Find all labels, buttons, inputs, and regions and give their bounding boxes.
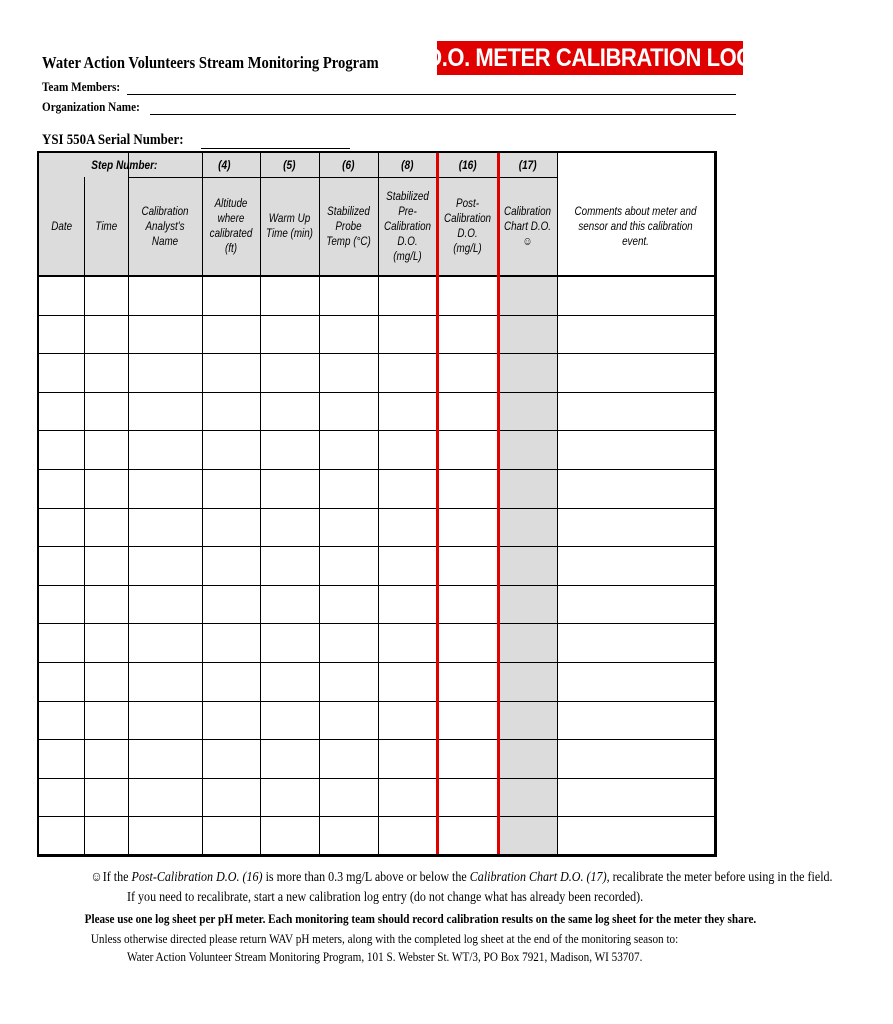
entry-cell-precal[interactable] bbox=[378, 469, 437, 508]
log-title-banner bbox=[426, 41, 754, 75]
entry-cell-analyst[interactable] bbox=[128, 315, 202, 354]
entry-cell-warmup[interactable] bbox=[260, 662, 319, 701]
entry-cell-time[interactable] bbox=[84, 585, 128, 624]
entry-cell-time[interactable] bbox=[84, 276, 128, 315]
entry-cell-comments[interactable] bbox=[557, 276, 714, 315]
team-members-line[interactable] bbox=[127, 84, 736, 95]
entry-cell-altitude[interactable] bbox=[202, 430, 260, 469]
entry-cell-altitude[interactable] bbox=[202, 739, 260, 778]
step-number: (16) bbox=[458, 158, 477, 172]
entry-cell-precal[interactable] bbox=[378, 546, 437, 585]
entry-cell-postcal[interactable] bbox=[437, 778, 498, 817]
column-header-date: Date bbox=[51, 218, 72, 233]
entry-cell-warmup[interactable] bbox=[260, 392, 319, 431]
entry-cell-date[interactable] bbox=[39, 662, 84, 701]
footnote-new-entry-text: If you need to recalibrate, start a new calibration log entry (do not change what has already been recorded). bbox=[126, 890, 644, 905]
step-row-divider bbox=[128, 177, 557, 178]
entry-cell-altitude[interactable] bbox=[202, 469, 260, 508]
entry-cell-warmup[interactable] bbox=[260, 508, 319, 547]
entry-cell-precal[interactable] bbox=[378, 662, 437, 701]
entry-cell-comments[interactable] bbox=[557, 739, 714, 778]
entry-cell-comments[interactable] bbox=[557, 662, 714, 701]
entry-cell-time[interactable] bbox=[84, 816, 128, 855]
entry-cell-date[interactable] bbox=[39, 546, 84, 585]
entry-cell-date[interactable] bbox=[39, 315, 84, 354]
entry-cell-comments[interactable] bbox=[557, 546, 714, 585]
entry-cell-analyst[interactable] bbox=[128, 546, 202, 585]
column-header-altitude: Altitude where calibrated (ft) bbox=[209, 196, 253, 255]
entry-cell-warmup[interactable] bbox=[260, 430, 319, 469]
entry-cell-postcal[interactable] bbox=[437, 816, 498, 855]
entry-cell-analyst[interactable] bbox=[128, 778, 202, 817]
entry-cell-time[interactable] bbox=[84, 662, 128, 701]
entry-cell-chart[interactable] bbox=[498, 546, 557, 585]
entry-cell-precal[interactable] bbox=[378, 353, 437, 392]
entry-cell-precal[interactable] bbox=[378, 778, 437, 817]
entry-cell-chart[interactable] bbox=[498, 816, 557, 855]
entry-cell-chart[interactable] bbox=[498, 469, 557, 508]
footnote-address-text: Water Action Volunteer Stream Monitoring Program, 101 S. Webster St. WT/3, PO Box 7921, Madison, WI 53707. bbox=[127, 949, 643, 964]
entry-cell-chart[interactable] bbox=[498, 701, 557, 740]
entry-cell-precal[interactable] bbox=[378, 816, 437, 855]
entry-cell-precal[interactable] bbox=[378, 623, 437, 662]
entry-cell-comments[interactable] bbox=[557, 430, 714, 469]
step-number: (8) bbox=[401, 158, 414, 172]
column-header-comments: Comments about meter and sensor and this calibration event. bbox=[574, 203, 697, 248]
entry-cell-date[interactable] bbox=[39, 778, 84, 817]
footnote-return bbox=[30, 931, 740, 947]
entry-cell-temp[interactable] bbox=[319, 508, 378, 547]
step-number: (4) bbox=[218, 158, 231, 172]
entry-cell-temp[interactable] bbox=[319, 469, 378, 508]
entry-cell-time[interactable] bbox=[84, 315, 128, 354]
step-number: (17) bbox=[518, 158, 537, 172]
entry-cell-precal[interactable] bbox=[378, 392, 437, 431]
entry-cell-precal[interactable] bbox=[378, 430, 437, 469]
entry-cell-comments[interactable] bbox=[557, 392, 714, 431]
entry-cell-chart[interactable] bbox=[498, 662, 557, 701]
entry-cell-chart[interactable] bbox=[498, 315, 557, 354]
serial-number-label: YSI 550A Serial Number: bbox=[42, 132, 184, 148]
entry-cell-time[interactable] bbox=[84, 778, 128, 817]
entry-cell-time[interactable] bbox=[84, 469, 128, 508]
column-header-analyst: Calibration Analyst's Name bbox=[141, 203, 189, 248]
log-title-text: D.O. METER CALIBRATION LOG bbox=[426, 43, 754, 72]
entry-cell-temp[interactable] bbox=[319, 430, 378, 469]
entry-cell-warmup[interactable] bbox=[260, 469, 319, 508]
entry-cell-chart[interactable] bbox=[498, 739, 557, 778]
organization-name-field[interactable] bbox=[42, 99, 736, 115]
entry-cell-analyst[interactable] bbox=[128, 739, 202, 778]
entry-cell-altitude[interactable] bbox=[202, 508, 260, 547]
entry-cell-warmup[interactable] bbox=[260, 701, 319, 740]
entry-cell-postcal[interactable] bbox=[437, 508, 498, 547]
column-header-chart: Calibration Chart D.O. ☺ bbox=[503, 203, 552, 248]
entry-cell-analyst[interactable] bbox=[128, 701, 202, 740]
entry-cell-postcal[interactable] bbox=[437, 739, 498, 778]
entry-cell-time[interactable] bbox=[84, 623, 128, 662]
footnote-one-sheet-text: Please use one log sheet per pH meter. Each monitoring team should record calibration results on the same log sheet for the meter they share. bbox=[84, 911, 757, 926]
entry-cell-chart[interactable] bbox=[498, 276, 557, 315]
footnote-new-entry bbox=[30, 890, 740, 906]
entry-cell-temp[interactable] bbox=[319, 778, 378, 817]
entry-cell-postcal[interactable] bbox=[437, 430, 498, 469]
column-header-precal: Stabilized Pre-Calibration D.O. (mg/L) bbox=[383, 188, 432, 263]
serial-number-field[interactable] bbox=[42, 132, 350, 149]
organization-name-line[interactable] bbox=[150, 104, 736, 115]
entry-cell-precal[interactable] bbox=[378, 508, 437, 547]
entry-cell-chart[interactable] bbox=[498, 778, 557, 817]
entry-cell-altitude[interactable] bbox=[202, 315, 260, 354]
step-number: (6) bbox=[342, 158, 355, 172]
entry-cell-precal[interactable] bbox=[378, 739, 437, 778]
entry-cell-comments[interactable] bbox=[557, 623, 714, 662]
program-title: Water Action Volunteers Stream Monitoring Program bbox=[42, 53, 379, 72]
entry-cell-date[interactable] bbox=[39, 276, 84, 315]
entry-cell-postcal[interactable] bbox=[437, 315, 498, 354]
entry-cell-postcal[interactable] bbox=[437, 392, 498, 431]
entry-cell-chart[interactable] bbox=[498, 585, 557, 624]
entry-cell-temp[interactable] bbox=[319, 546, 378, 585]
entry-cell-postcal[interactable] bbox=[437, 662, 498, 701]
calibration-log-table bbox=[37, 151, 717, 857]
entry-cell-comments[interactable] bbox=[557, 469, 714, 508]
footnote-return-text: Unless otherwise directed please return WAV pH meters, along with the completed log sheet at the end of the monitoring season to: bbox=[91, 931, 679, 946]
footnote-recalibrate bbox=[30, 870, 833, 886]
entry-cell-date[interactable] bbox=[39, 353, 84, 392]
entry-cell-date[interactable] bbox=[39, 585, 84, 624]
entry-cell-comments[interactable] bbox=[557, 701, 714, 740]
entry-cell-temp[interactable] bbox=[319, 816, 378, 855]
entry-cell-analyst[interactable] bbox=[128, 353, 202, 392]
entry-cell-time[interactable] bbox=[84, 430, 128, 469]
serial-number-line[interactable] bbox=[201, 136, 350, 149]
footnote-end-text: , recalibrate the meter before using in the field. bbox=[606, 870, 833, 885]
entry-cell-date[interactable] bbox=[39, 701, 84, 740]
entry-cell-date[interactable] bbox=[39, 508, 84, 547]
entry-cell-temp[interactable] bbox=[319, 701, 378, 740]
entry-cell-temp[interactable] bbox=[319, 392, 378, 431]
entry-cell-chart[interactable] bbox=[498, 508, 557, 547]
entry-cell-warmup[interactable] bbox=[260, 585, 319, 624]
entry-cell-temp[interactable] bbox=[319, 585, 378, 624]
step-number-label: Step Number: bbox=[90, 158, 158, 172]
footnote-one-sheet bbox=[30, 911, 757, 927]
entry-cell-postcal[interactable] bbox=[437, 585, 498, 624]
footnote-address bbox=[30, 949, 740, 965]
entry-cell-postcal[interactable] bbox=[437, 353, 498, 392]
entry-cell-analyst[interactable] bbox=[128, 623, 202, 662]
entry-cell-warmup[interactable] bbox=[260, 739, 319, 778]
entry-cell-analyst[interactable] bbox=[128, 508, 202, 547]
entry-cell-altitude[interactable] bbox=[202, 353, 260, 392]
entry-cell-comments[interactable] bbox=[557, 778, 714, 817]
entry-cell-precal[interactable] bbox=[378, 315, 437, 354]
entry-cell-time[interactable] bbox=[84, 353, 128, 392]
entry-cell-altitude[interactable] bbox=[202, 662, 260, 701]
entry-cell-date[interactable] bbox=[39, 430, 84, 469]
entry-cell-chart[interactable] bbox=[498, 392, 557, 431]
entry-cell-analyst[interactable] bbox=[128, 392, 202, 431]
entry-cell-analyst[interactable] bbox=[128, 816, 202, 855]
entry-cell-altitude[interactable] bbox=[202, 701, 260, 740]
organization-name-label: Organization Name: bbox=[42, 99, 140, 114]
footnote-middle-text: is more than 0.3 mg/L above or below the bbox=[262, 870, 470, 885]
entry-cell-analyst[interactable] bbox=[128, 430, 202, 469]
column-header-postcal: Post-Calibration D.O. (mg/L) bbox=[443, 196, 492, 255]
column-header-warmup: Warm Up Time (min) bbox=[266, 211, 313, 240]
entry-cell-comments[interactable] bbox=[557, 816, 714, 855]
entry-cell-comments[interactable] bbox=[557, 508, 714, 547]
entry-cell-altitude[interactable] bbox=[202, 276, 260, 315]
entry-cell-date[interactable] bbox=[39, 816, 84, 855]
entry-cell-comments[interactable] bbox=[557, 585, 714, 624]
entry-cell-comments[interactable] bbox=[557, 353, 714, 392]
entry-cell-warmup[interactable] bbox=[260, 546, 319, 585]
entry-cell-postcal[interactable] bbox=[437, 469, 498, 508]
entry-cell-altitude[interactable] bbox=[202, 623, 260, 662]
entry-cell-date[interactable] bbox=[39, 469, 84, 508]
entry-cell-date[interactable] bbox=[39, 392, 84, 431]
entry-cell-time[interactable] bbox=[84, 546, 128, 585]
entry-cell-comments[interactable] bbox=[557, 315, 714, 354]
entry-cell-temp[interactable] bbox=[319, 739, 378, 778]
entry-cell-postcal[interactable] bbox=[437, 276, 498, 315]
entry-cell-chart[interactable] bbox=[498, 353, 557, 392]
entry-cell-altitude[interactable] bbox=[202, 778, 260, 817]
entry-cell-altitude[interactable] bbox=[202, 816, 260, 855]
entry-cell-date[interactable] bbox=[39, 623, 84, 662]
entry-cell-date[interactable] bbox=[39, 739, 84, 778]
entry-cell-temp[interactable] bbox=[319, 623, 378, 662]
team-members-label: Team Members: bbox=[42, 79, 121, 94]
entry-cell-time[interactable] bbox=[84, 508, 128, 547]
entry-cell-analyst[interactable] bbox=[128, 276, 202, 315]
entry-cell-chart[interactable] bbox=[498, 623, 557, 662]
entry-cell-temp[interactable] bbox=[319, 276, 378, 315]
column-header-temp: Stabilized Probe Temp (°C) bbox=[326, 203, 371, 248]
entry-cell-precal[interactable] bbox=[378, 276, 437, 315]
entry-cell-time[interactable] bbox=[84, 739, 128, 778]
entry-cell-altitude[interactable] bbox=[202, 392, 260, 431]
entry-cell-altitude[interactable] bbox=[202, 546, 260, 585]
entry-cell-altitude[interactable] bbox=[202, 585, 260, 624]
entry-cell-analyst[interactable] bbox=[128, 585, 202, 624]
step-number: (5) bbox=[283, 158, 296, 172]
entry-cell-precal[interactable] bbox=[378, 585, 437, 624]
entry-cell-warmup[interactable] bbox=[260, 276, 319, 315]
entry-cell-analyst[interactable] bbox=[128, 662, 202, 701]
entry-cell-time[interactable] bbox=[84, 701, 128, 740]
entry-cell-warmup[interactable] bbox=[260, 315, 319, 354]
entry-cell-chart[interactable] bbox=[498, 430, 557, 469]
entry-cell-precal[interactable] bbox=[378, 701, 437, 740]
footnote-chart-ref: Calibration Chart D.O. (17) bbox=[469, 870, 607, 885]
entry-cell-time[interactable] bbox=[84, 392, 128, 431]
entry-cell-warmup[interactable] bbox=[260, 816, 319, 855]
entry-cell-postcal[interactable] bbox=[437, 623, 498, 662]
entry-cell-temp[interactable] bbox=[319, 315, 378, 354]
team-members-field[interactable] bbox=[42, 79, 736, 95]
entry-cell-warmup[interactable] bbox=[260, 353, 319, 392]
entry-cell-temp[interactable] bbox=[319, 353, 378, 392]
entry-cell-analyst[interactable] bbox=[128, 469, 202, 508]
entry-cell-postcal[interactable] bbox=[437, 701, 498, 740]
entry-cell-postcal[interactable] bbox=[437, 546, 498, 585]
footnote-postcal-ref: Post-Calibration D.O. (16) bbox=[131, 870, 263, 885]
column-header-time: Time bbox=[95, 218, 117, 233]
footnote-smiley-text: ☺If the bbox=[90, 870, 132, 885]
entry-cell-temp[interactable] bbox=[319, 662, 378, 701]
entry-cell-warmup[interactable] bbox=[260, 623, 319, 662]
entry-cell-warmup[interactable] bbox=[260, 778, 319, 817]
